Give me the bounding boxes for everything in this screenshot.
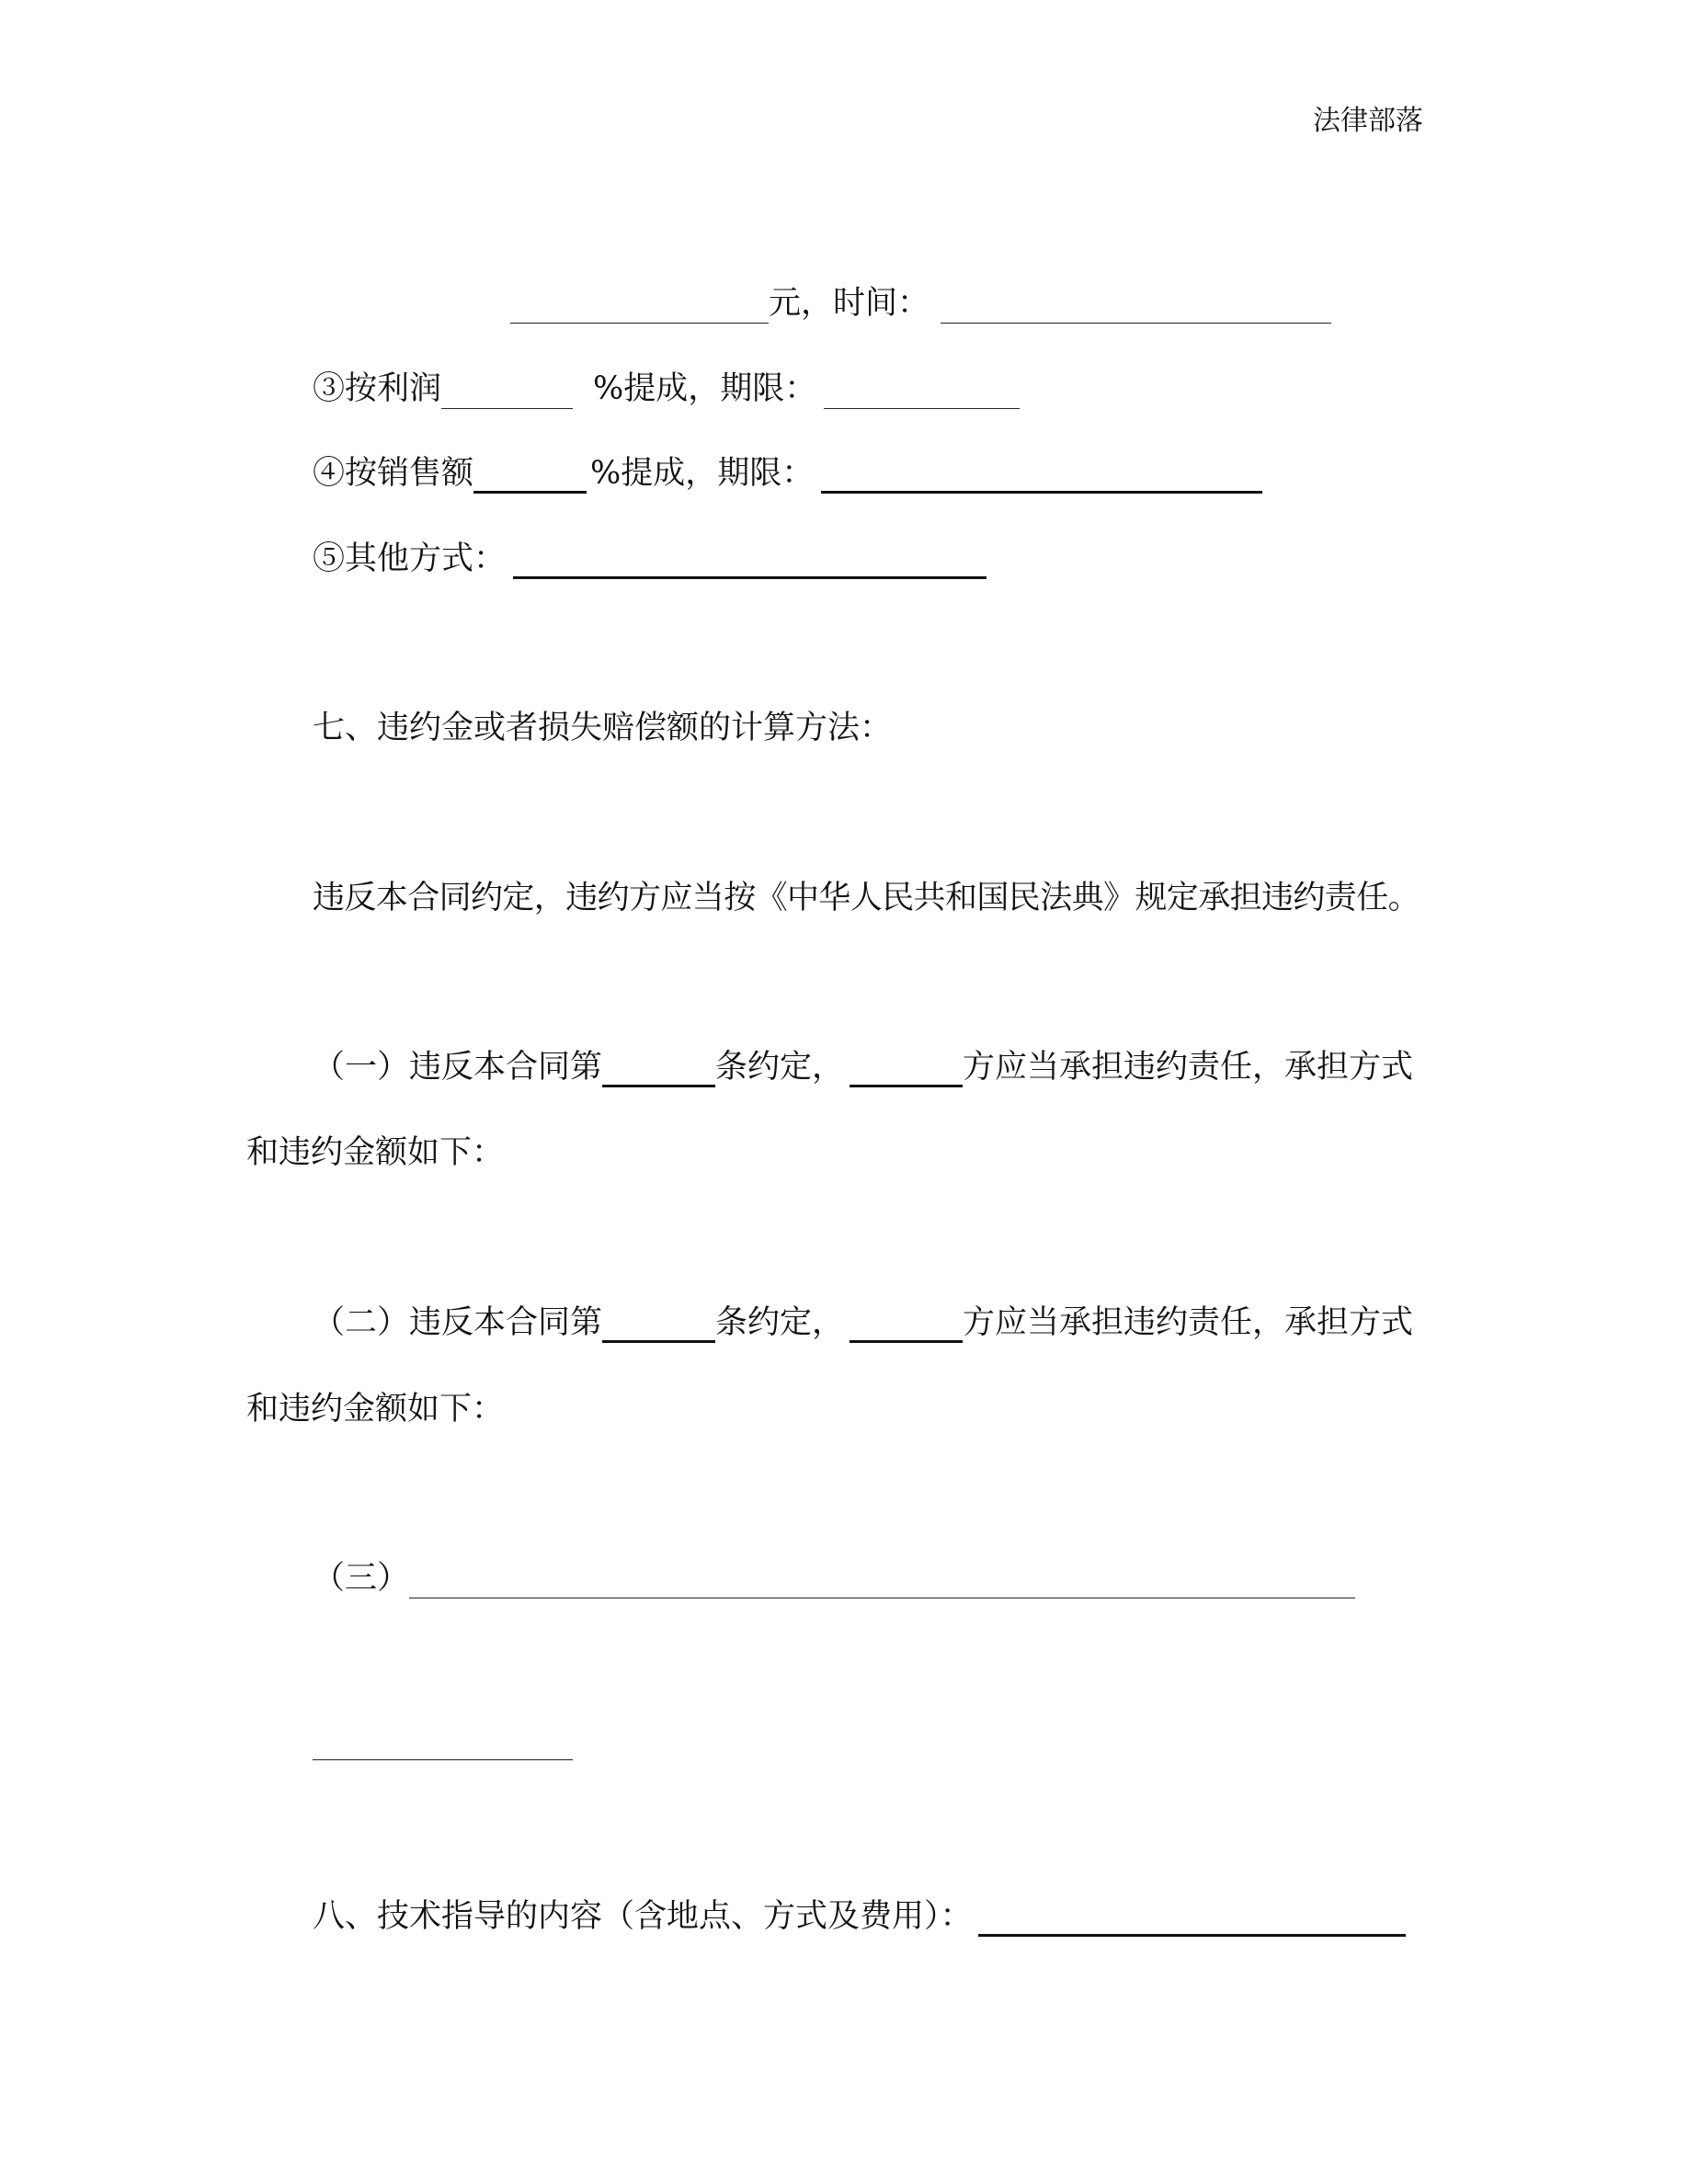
item-3-label: （三） <box>313 1560 410 1597</box>
section-7-heading: 七、违约金或者损失赔偿额的计算方法： <box>313 710 893 746</box>
profit-term-blank[interactable] <box>824 377 1020 409</box>
sales-percent-blank[interactable] <box>473 460 587 494</box>
item-3-line <box>313 1558 1355 1598</box>
label-percent-term: %提成，期限： <box>590 455 815 492</box>
section-8-blank[interactable] <box>978 1903 1406 1937</box>
section-7-paragraph: 违反本合同约定，违约方应当按《中华人民共和国民法典》规定承担违约责任。 <box>313 880 1420 916</box>
item-2-label-b: 条约定， <box>715 1304 845 1341</box>
item-3-cont-blank[interactable] <box>313 1759 573 1760</box>
item-2-line <box>313 1302 1413 1343</box>
line-other <box>313 539 987 579</box>
item-1-line <box>313 1047 1413 1087</box>
time-blank[interactable] <box>941 291 1331 324</box>
other-method-blank[interactable] <box>513 545 987 579</box>
label-profit: ③按利润 <box>313 370 442 407</box>
section-8-heading: 八、技术指导的内容（含地点、方式及费用）： <box>313 1898 973 1935</box>
item-1-label-c: 方应当承担违约责任，承担方式 <box>963 1049 1414 1086</box>
item-1-article-blank[interactable] <box>602 1053 715 1087</box>
line-profit <box>313 369 1020 409</box>
header-brand: 法律部落 <box>1313 105 1423 137</box>
item-1-cont: 和违约金额如下： <box>246 1134 505 1171</box>
label-percent-term: %提成，期限： <box>593 370 817 407</box>
item-1-label-b: 条约定， <box>715 1049 845 1086</box>
line-amount-time <box>510 283 1331 324</box>
label-yuan-time: 元，时间： <box>769 285 930 322</box>
item-1-label: （一）违反本合同第 <box>313 1049 603 1086</box>
item-2-label-c: 方应当承担违约责任，承担方式 <box>963 1304 1414 1341</box>
label-sales: ④按销售额 <box>313 455 474 492</box>
item-2-label: （二）违反本合同第 <box>313 1304 603 1341</box>
item-1-party-blank[interactable] <box>850 1053 963 1087</box>
profit-percent-blank[interactable] <box>441 377 573 409</box>
item-2-article-blank[interactable] <box>602 1309 715 1343</box>
item-3-blank[interactable] <box>409 1566 1355 1598</box>
label-other: ⑤其他方式： <box>313 540 507 577</box>
amount-blank[interactable] <box>510 291 769 324</box>
section-8-line <box>313 1896 1406 1937</box>
item-2-cont: 和违约金额如下： <box>246 1391 505 1428</box>
line-sales <box>313 453 1262 494</box>
item-2-party-blank[interactable] <box>850 1309 963 1343</box>
sales-term-blank[interactable] <box>821 460 1262 494</box>
